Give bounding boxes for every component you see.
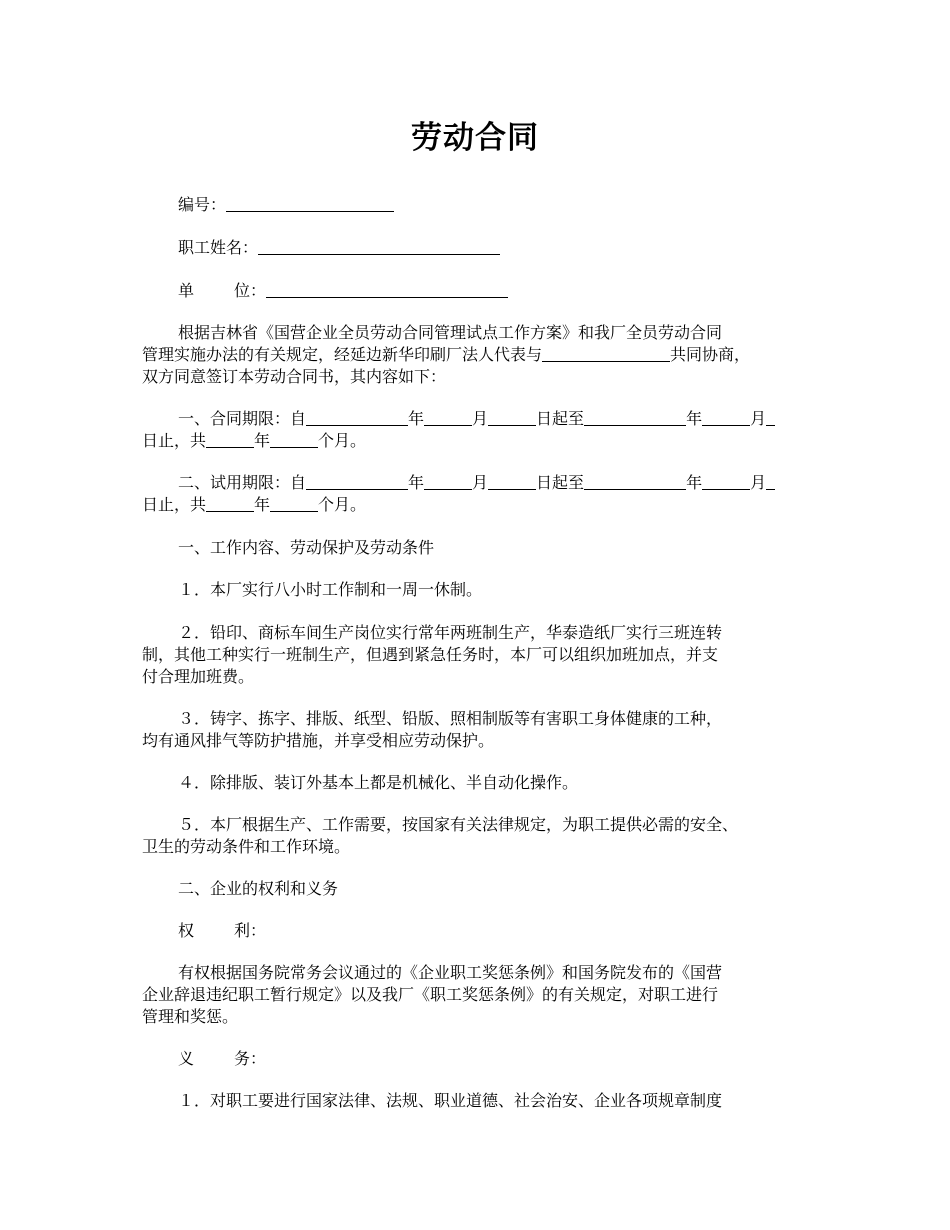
start-month-blank[interactable] [424,473,472,490]
end-month-blank[interactable] [702,473,750,490]
paragraph-line: 制，其他工种实行一班制生产，但遇到紧急任务时，本厂可以组织加班加点，并支 [142,645,719,664]
end-year-blank[interactable] [584,473,686,490]
paragraph-line: ５．本厂根据生产、工作需要，按国家有关法律规定，为职工提供必需的安全、 [178,815,739,834]
duties-heading [142,1048,858,1070]
start-year-blank[interactable] [306,409,408,426]
duration-years-blank[interactable] [206,431,254,448]
paragraph-line: 付合理加班费。 [142,667,255,686]
probation-term-line [142,472,858,494]
duration-months-blank[interactable] [270,431,318,448]
end-year-blank[interactable] [584,409,686,426]
paragraph-line: 企业辞退违纪职工暂行规定》以及我厂《职工奖惩条例》的有关规定，对职工进行 [142,985,719,1004]
end-day-blank[interactable] [766,409,775,426]
start-day-blank[interactable] [488,409,536,426]
employee-name-label: 职工姓名： [178,238,259,257]
unit-label-char-1: 单 [178,281,195,300]
clause-text: 日止，共 [142,495,207,514]
number-label: 编号： [178,195,227,214]
clause-text: 日起至 [536,409,585,428]
section1-item-1: １．本厂实行八小时工作制和一周一休制。 [178,580,483,599]
unit-label-char-2: 位： [234,281,267,300]
unit-year: 年 [408,409,425,428]
unit-year: 年 [408,473,425,492]
section1-item-4: ４．除排版、装订外基本上都是机械化、半自动化操作。 [178,773,579,792]
rights-char-2: 利： [234,921,267,940]
preamble-line: 根据吉林省《国营企业全员劳动合同管理试点工作方案》和我厂全员劳动合同 [178,323,723,342]
paragraph-line: 卫生的劳动条件和工作环境。 [142,837,351,856]
start-day-blank[interactable] [488,473,536,490]
unit-year: 年 [254,495,271,514]
duties-char-2: 务： [234,1049,267,1068]
paragraph-line: 管理和奖惩。 [142,1007,239,1026]
preamble-line: 双方同意签订本劳动合同书，其内容如下： [142,367,447,386]
unit-month: 月 [750,473,767,492]
contract-term-line [142,430,822,452]
party-blank[interactable] [542,345,670,362]
paragraph-line: ３．铸字、拣字、排版、纸型、铅版、照相制版等有害职工身体健康的工种， [178,709,723,728]
unit-field [142,280,858,302]
start-year-blank[interactable] [306,473,408,490]
clause-text: 个月。 [318,431,367,450]
paragraph-line: 均有通风排气等防护措施，并享受相应劳动保护。 [142,731,495,750]
unit-year: 年 [686,473,703,492]
duration-months-blank[interactable] [270,495,318,512]
end-day-blank[interactable] [766,473,775,490]
start-month-blank[interactable] [424,409,472,426]
unit-month: 月 [472,473,489,492]
paragraph-line: 有权根据国务院常务会议通过的《企业职工奖惩条例》和国务院发布的《国营 [178,963,723,982]
number-blank[interactable] [226,195,394,212]
section-heading: 二、企业的权利和义务 [178,879,339,898]
probation-term-line [142,494,822,516]
unit-month: 月 [750,409,767,428]
paragraph-line: ２．铅印、商标车间生产岗位实行常年两班制生产，华泰造纸厂实行三班连转 [178,623,723,642]
preamble-text: 共同协商， [670,345,751,364]
unit-year: 年 [686,409,703,428]
clause-text: 日起至 [536,473,585,492]
employee-name-field [142,237,858,259]
section-heading: 一、工作内容、劳动保护及劳动条件 [178,538,435,557]
clause-label: 一、合同期限：自 [178,409,307,428]
end-month-blank[interactable] [702,409,750,426]
preamble-line [142,344,822,366]
contract-term-line [142,408,858,430]
clause-text: 个月。 [318,495,367,514]
duties-char-1: 义 [178,1049,195,1068]
employee-name-blank[interactable] [258,238,500,255]
unit-month: 月 [472,409,489,428]
clause-text: 日止，共 [142,431,207,450]
duration-years-blank[interactable] [206,495,254,512]
unit-year: 年 [254,431,271,450]
rights-char-1: 权 [178,921,195,940]
unit-blank[interactable] [266,281,508,298]
clause-label: 二、试用期限：自 [178,473,307,492]
duty-item-1: １．对职工要进行国家法律、法规、职业道德、社会治安、企业各项规章制度 [178,1091,723,1110]
rights-heading [142,920,858,942]
preamble-text: 管理实施办法的有关规定，经延边新华印刷厂法人代表与 [142,345,543,364]
page-title: 劳动合同 [411,120,539,156]
number-field [142,194,858,216]
